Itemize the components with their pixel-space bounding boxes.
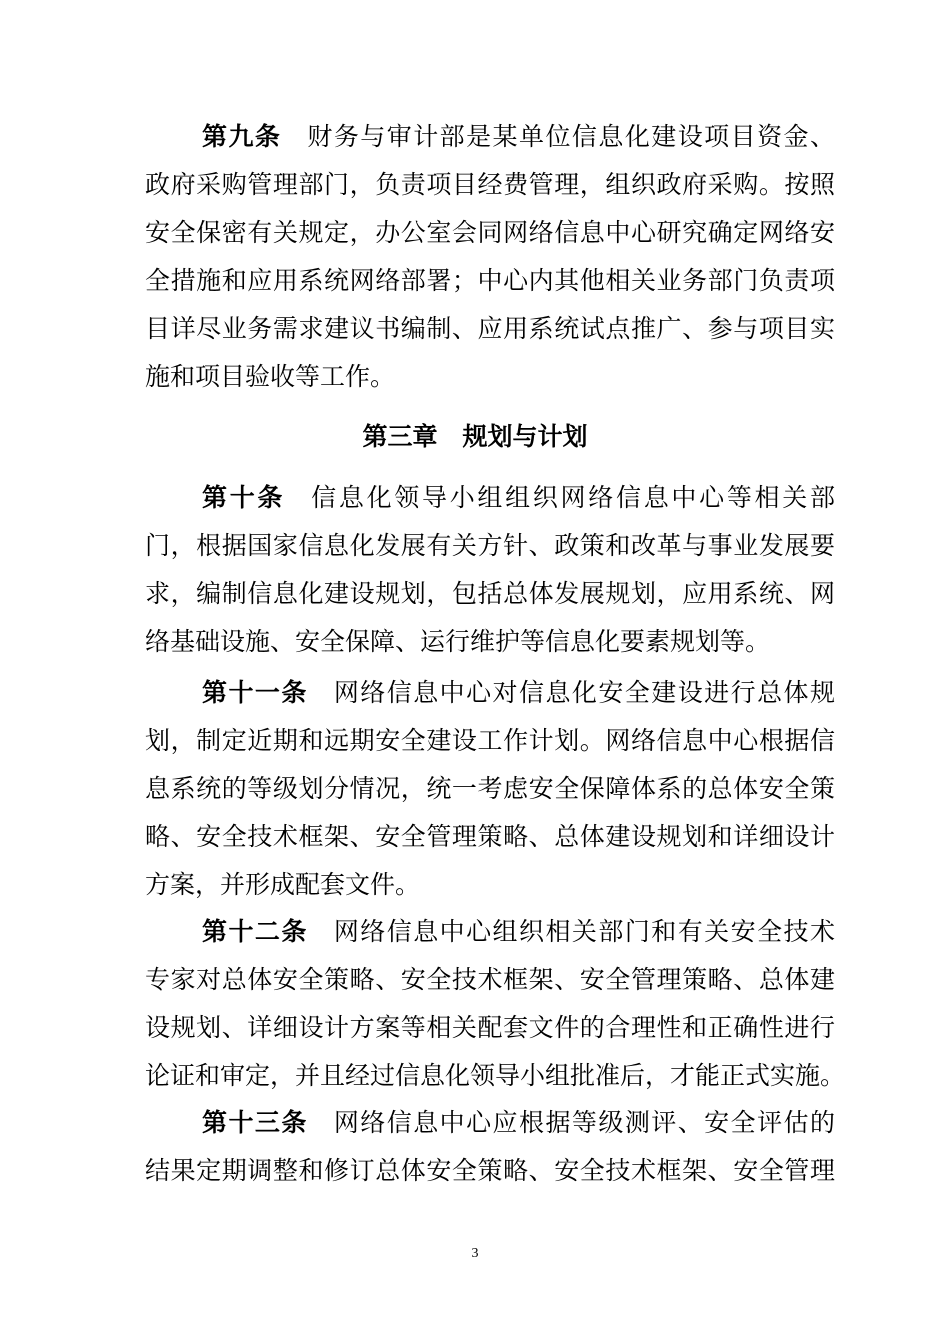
paragraph-line: 划，制定近期和远期安全建设工作计划。网络信息中心根据信 [145,726,835,755]
paragraph-line: 求，编制信息化建设规划，包括总体发展规划，应用系统、网 [145,579,835,608]
article-9-line-1: 第九条 财务与审计部是某单位信息化建设项目资金、 [202,122,835,151]
paragraph-line: 目详尽业务需求建议书编制、应用系统试点推广、参与项目实 [145,314,835,343]
paragraph-line: 略、安全技术框架、安全管理策略、总体建设规划和详细设计 [145,822,835,851]
paragraph-line: 政府采购管理部门，负责项目经费管理，组织政府采购。按照 [145,170,835,199]
article-title: 第十一条 [202,678,308,707]
paragraph-line: 息系统的等级划分情况，统一考虑安全保障体系的总体安全策 [145,774,835,803]
article-12-line-1: 第十二条 网络信息中心组织相关部门和有关安全技术 [202,917,835,946]
article-title: 第十三条 [202,1108,308,1137]
paragraph-line: 络基础设施、安全保障、运行维护等信息化要素规划等。 [145,627,771,656]
article-10-line-1: 第十条 信息化领导小组组织网络信息中心等相关部 [202,483,835,512]
article-11-line-1: 第十一条 网络信息中心对信息化安全建设进行总体规 [202,678,835,707]
article-13-line-1: 第十三条 网络信息中心应根据等级测评、安全评估的 [202,1108,835,1137]
paragraph-line: 设规划、详细设计方案等相关配套文件的合理性和正确性进行 [145,1013,835,1042]
page-number: 3 [471,1246,479,1261]
chapter-heading: 第三章 规划与计划 [362,422,588,451]
paragraph-line: 专家对总体安全策略、安全技术框架、安全管理策略、总体建 [145,965,835,994]
paragraph-line: 施和项目验收等工作。 [145,362,396,391]
paragraph-line: 论证和审定，并且经过信息化领导小组批准后，才能正式实施。 [145,1061,846,1090]
paragraph-line: 安全保密有关规定，办公室会同网络信息中心研究确定网络安 [145,218,835,247]
paragraph-line: 全措施和应用系统网络部署；中心内其他相关业务部门负责项 [145,266,835,295]
paragraph-line: 方案，并形成配套文件。 [145,870,421,899]
paragraph-line: 门，根据国家信息化发展有关方针、政策和改革与事业发展要 [145,531,835,560]
article-title: 第十条 [202,483,286,512]
article-title: 第十二条 [202,917,308,946]
article-title: 第九条 [202,122,282,151]
paragraph-line: 结果定期调整和修订总体安全策略、安全技术框架、安全管理 [145,1156,835,1185]
